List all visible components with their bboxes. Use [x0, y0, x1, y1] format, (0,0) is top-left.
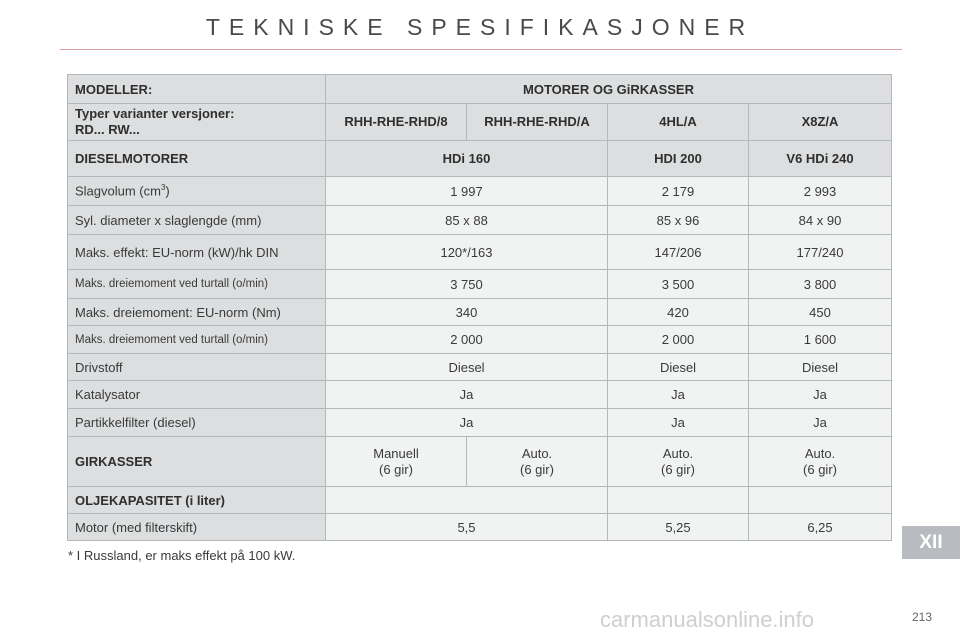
- diesel-col-12: HDi 160: [326, 141, 608, 177]
- diesel-label: DIESELMOTORER: [68, 141, 326, 177]
- type-col-3: 4HL/A: [608, 104, 749, 141]
- gearbox-label: GIRKASSER: [68, 437, 326, 487]
- type-col-2: RHH-RHE-RHD/A: [467, 104, 608, 141]
- value-col-3: 2 179: [608, 177, 749, 206]
- row-label: Partikkelfilter (diesel): [68, 409, 326, 437]
- value-col-12: Diesel: [326, 354, 608, 381]
- value-col-3: Ja: [608, 409, 749, 437]
- value-col-12: 85 x 88: [326, 206, 608, 235]
- spec-row: [68, 177, 892, 206]
- engines-header: MOTORER OG GiRKASSER: [326, 75, 892, 104]
- row-label: Maks. dreiemoment: EU-norm (Nm): [68, 299, 326, 326]
- spec-row: [68, 235, 892, 270]
- oil-sub-label: Motor (med filterskift): [68, 514, 326, 541]
- value-col-12: 3 750: [326, 270, 608, 299]
- row-label: Katalysator: [68, 381, 326, 409]
- value-col-3: 2 000: [608, 326, 749, 354]
- oil-col-3: 5,25: [608, 514, 749, 541]
- type-col-4: X8Z/A: [749, 104, 892, 141]
- value-col-4: 1 600: [749, 326, 892, 354]
- spec-row: [68, 381, 892, 409]
- spec-table: [67, 74, 892, 541]
- types-label: [68, 104, 326, 141]
- value-col-12: Ja: [326, 409, 608, 437]
- oil-col-12: 5,5: [326, 514, 608, 541]
- row-label: Maks. effekt: EU-norm (kW)/hk DIN: [68, 235, 326, 270]
- value-col-12: 1 997: [326, 177, 608, 206]
- row-label: Maks. dreiemoment ved turtall (o/min): [68, 270, 326, 299]
- gearbox-col-3: Auto. (6 gir): [608, 437, 749, 487]
- oil-row: [68, 514, 892, 541]
- value-col-4: 450: [749, 299, 892, 326]
- value-col-3: Diesel: [608, 354, 749, 381]
- types-label-line1: Typer varianter versjoner:: [75, 106, 235, 121]
- value-col-3: Ja: [608, 381, 749, 409]
- oil-empty-4: [749, 487, 892, 514]
- section-tab: XII: [902, 526, 960, 559]
- diesel-row: [68, 141, 892, 177]
- table-header-row: [68, 75, 892, 104]
- page-title: TEKNISKE SPESIFIKASJONER: [205, 14, 755, 40]
- diesel-col-4: V6 HDi 240: [749, 141, 892, 177]
- oil-label: OLJEKAPASITET (i liter): [68, 487, 326, 514]
- spec-row: [68, 206, 892, 235]
- models-header: MODELLER:: [68, 75, 326, 104]
- value-col-12: 120*/163: [326, 235, 608, 270]
- oil-empty-3: [608, 487, 749, 514]
- page-number: 213: [912, 610, 933, 624]
- row-label: Drivstoff: [68, 354, 326, 381]
- row-label: Syl. diameter x slaglengde (mm): [68, 206, 326, 235]
- gearbox-col-1: Manuell (6 gir): [326, 437, 467, 487]
- value-col-3: 85 x 96: [608, 206, 749, 235]
- title-divider: [60, 49, 902, 50]
- value-col-4: 84 x 90: [749, 206, 892, 235]
- value-col-3: 3 500: [608, 270, 749, 299]
- types-row: [68, 104, 892, 141]
- row-label: Slagvolum $(cm^3)$: [68, 177, 326, 206]
- watermark: carmanualsonline.info: [600, 607, 815, 632]
- oil-col-4: 6,25: [749, 514, 892, 541]
- gearbox-col-4: Auto. (6 gir): [749, 437, 892, 487]
- value-col-12: Ja: [326, 381, 608, 409]
- value-col-4: Ja: [749, 409, 892, 437]
- types-label-line2: RD... RW...: [75, 122, 140, 137]
- spec-row: [68, 354, 892, 381]
- value-col-12: 340: [326, 299, 608, 326]
- spec-row: [68, 326, 892, 354]
- spec-row: [68, 270, 892, 299]
- value-col-4: 3 800: [749, 270, 892, 299]
- value-col-4: Ja: [749, 381, 892, 409]
- oil-empty-12: [326, 487, 608, 514]
- value-col-4: Diesel: [749, 354, 892, 381]
- type-col-1: RHH-RHE-RHD/8: [326, 104, 467, 141]
- gearbox-row: [68, 437, 892, 487]
- diesel-col-3: HDI 200: [608, 141, 749, 177]
- spec-row: [68, 409, 892, 437]
- value-col-4: 177/240: [749, 235, 892, 270]
- value-col-3: 420: [608, 299, 749, 326]
- oil-header-row: [68, 487, 892, 514]
- value-col-4: 2 993: [749, 177, 892, 206]
- footnote: * I Russland, er maks effekt på 100 kW.: [68, 548, 296, 563]
- value-col-3: 147/206: [608, 235, 749, 270]
- row-label: Maks. dreiemoment ved turtall (o/min): [68, 326, 326, 354]
- spec-row: [68, 299, 892, 326]
- value-col-12: 2 000: [326, 326, 608, 354]
- gearbox-col-2: Auto. (6 gir): [467, 437, 608, 487]
